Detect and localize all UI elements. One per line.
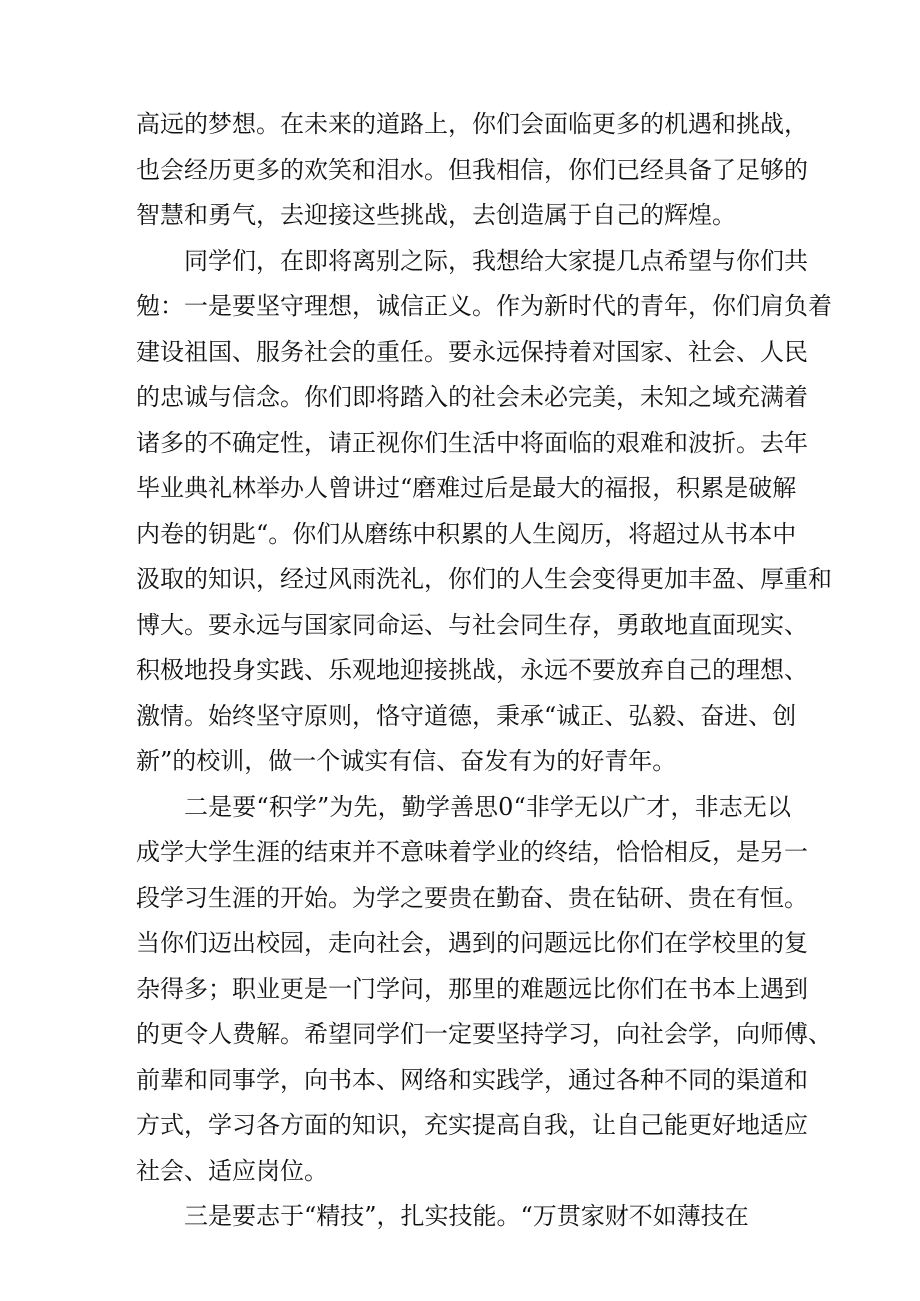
text-line: 汲取的知识，经过风雨洗礼，你们的人生会变得更加丰盈、厚重和	[136, 565, 832, 593]
text-line: 同学们，在即将离别之际，我想给大家提几点希望与你们共	[184, 246, 808, 275]
text-line: 也会经历更多的欢笑和泪水。但我相信，你们已经具备了足够的	[136, 155, 808, 184]
text-line: 智慧和勇气，去迎接这些挑战，去创造属于自己的辉煌。	[136, 201, 736, 229]
paragraph-4	[136, 1194, 791, 1240]
paragraph-1	[136, 102, 808, 239]
text-line: 的更令人费解。希望同学们一定要坚持学习，向社会学，向师傅、	[136, 1020, 832, 1048]
text-line: 博大。要永远与国家同命运、与社会同生存，勇敢地直面现实、	[136, 610, 808, 639]
text-line: 前辈和同事学，向书本、网络和实践学，通过各种不同的渠道和	[136, 1065, 808, 1094]
text-line: 高远的梦想。在未来的道路上，你们会面临更多的机遇和挑战，	[136, 110, 808, 138]
text-line: 激情。始终坚守原则，恪守道德，秉承“诚正、弘毅、奋进、创	[136, 701, 797, 730]
text-line: 诸多的不确定性，请正视你们生活中将面临的艰难和波折。去年	[136, 428, 808, 457]
text-line: 建设祖国、服务社会的重任。要永远保持着对国家、社会、人民	[136, 337, 808, 366]
text-line: 成学大学生涯的结束并不意味着学业的终结，恰恰相反，是另一	[136, 838, 808, 866]
paragraph-2	[136, 239, 832, 785]
text-line: 新”的校训，做一个诚实有信、奋发有为的好青年。	[136, 747, 677, 775]
paragraph-3	[136, 785, 832, 1195]
text-line: 三是要志于“精技”，扎实技能。“万贯家财不如薄技在	[184, 1202, 749, 1230]
text-line: 毕业典礼林举办人曾讲过“磨难过后是最大的福报，积累是破解	[136, 474, 797, 502]
text-line: 段学习生涯的开始。为学之要贵在勤奋、贵在钻研、贵在有恒。	[136, 883, 808, 912]
text-line: 积极地投身实践、乐观地迎接挑战，永远不要放弃自己的理想、	[136, 656, 808, 684]
text-line: 方式，学习各方面的知识，充实提高自我，让自己能更好地适应	[136, 1111, 808, 1139]
text-line: 勉：一是要坚守理想，诚信正义。作为新时代的青年，你们肩负着	[136, 292, 832, 320]
text-line: 杂得多；职业更是一门学问，那里的难题远比你们在书本上遇到	[136, 974, 808, 1003]
speech-body	[136, 102, 832, 1240]
text-line: 社会、适应岗位。	[136, 1156, 328, 1185]
text-line: 内卷的钥匙“。你们从磨练中积累的人生阅历，将超过从书本中	[136, 519, 797, 548]
text-line: 的忠诚与信念。你们即将踏入的社会未必完美，未知之域充满着	[136, 383, 808, 411]
text-line: 二是要“积学”为先，勤学善思0“非学无以广才，非志无以	[184, 792, 791, 821]
text-line: 当你们迈出校园，走向社会，遇到的问题远比你们在学校里的复	[136, 929, 808, 957]
